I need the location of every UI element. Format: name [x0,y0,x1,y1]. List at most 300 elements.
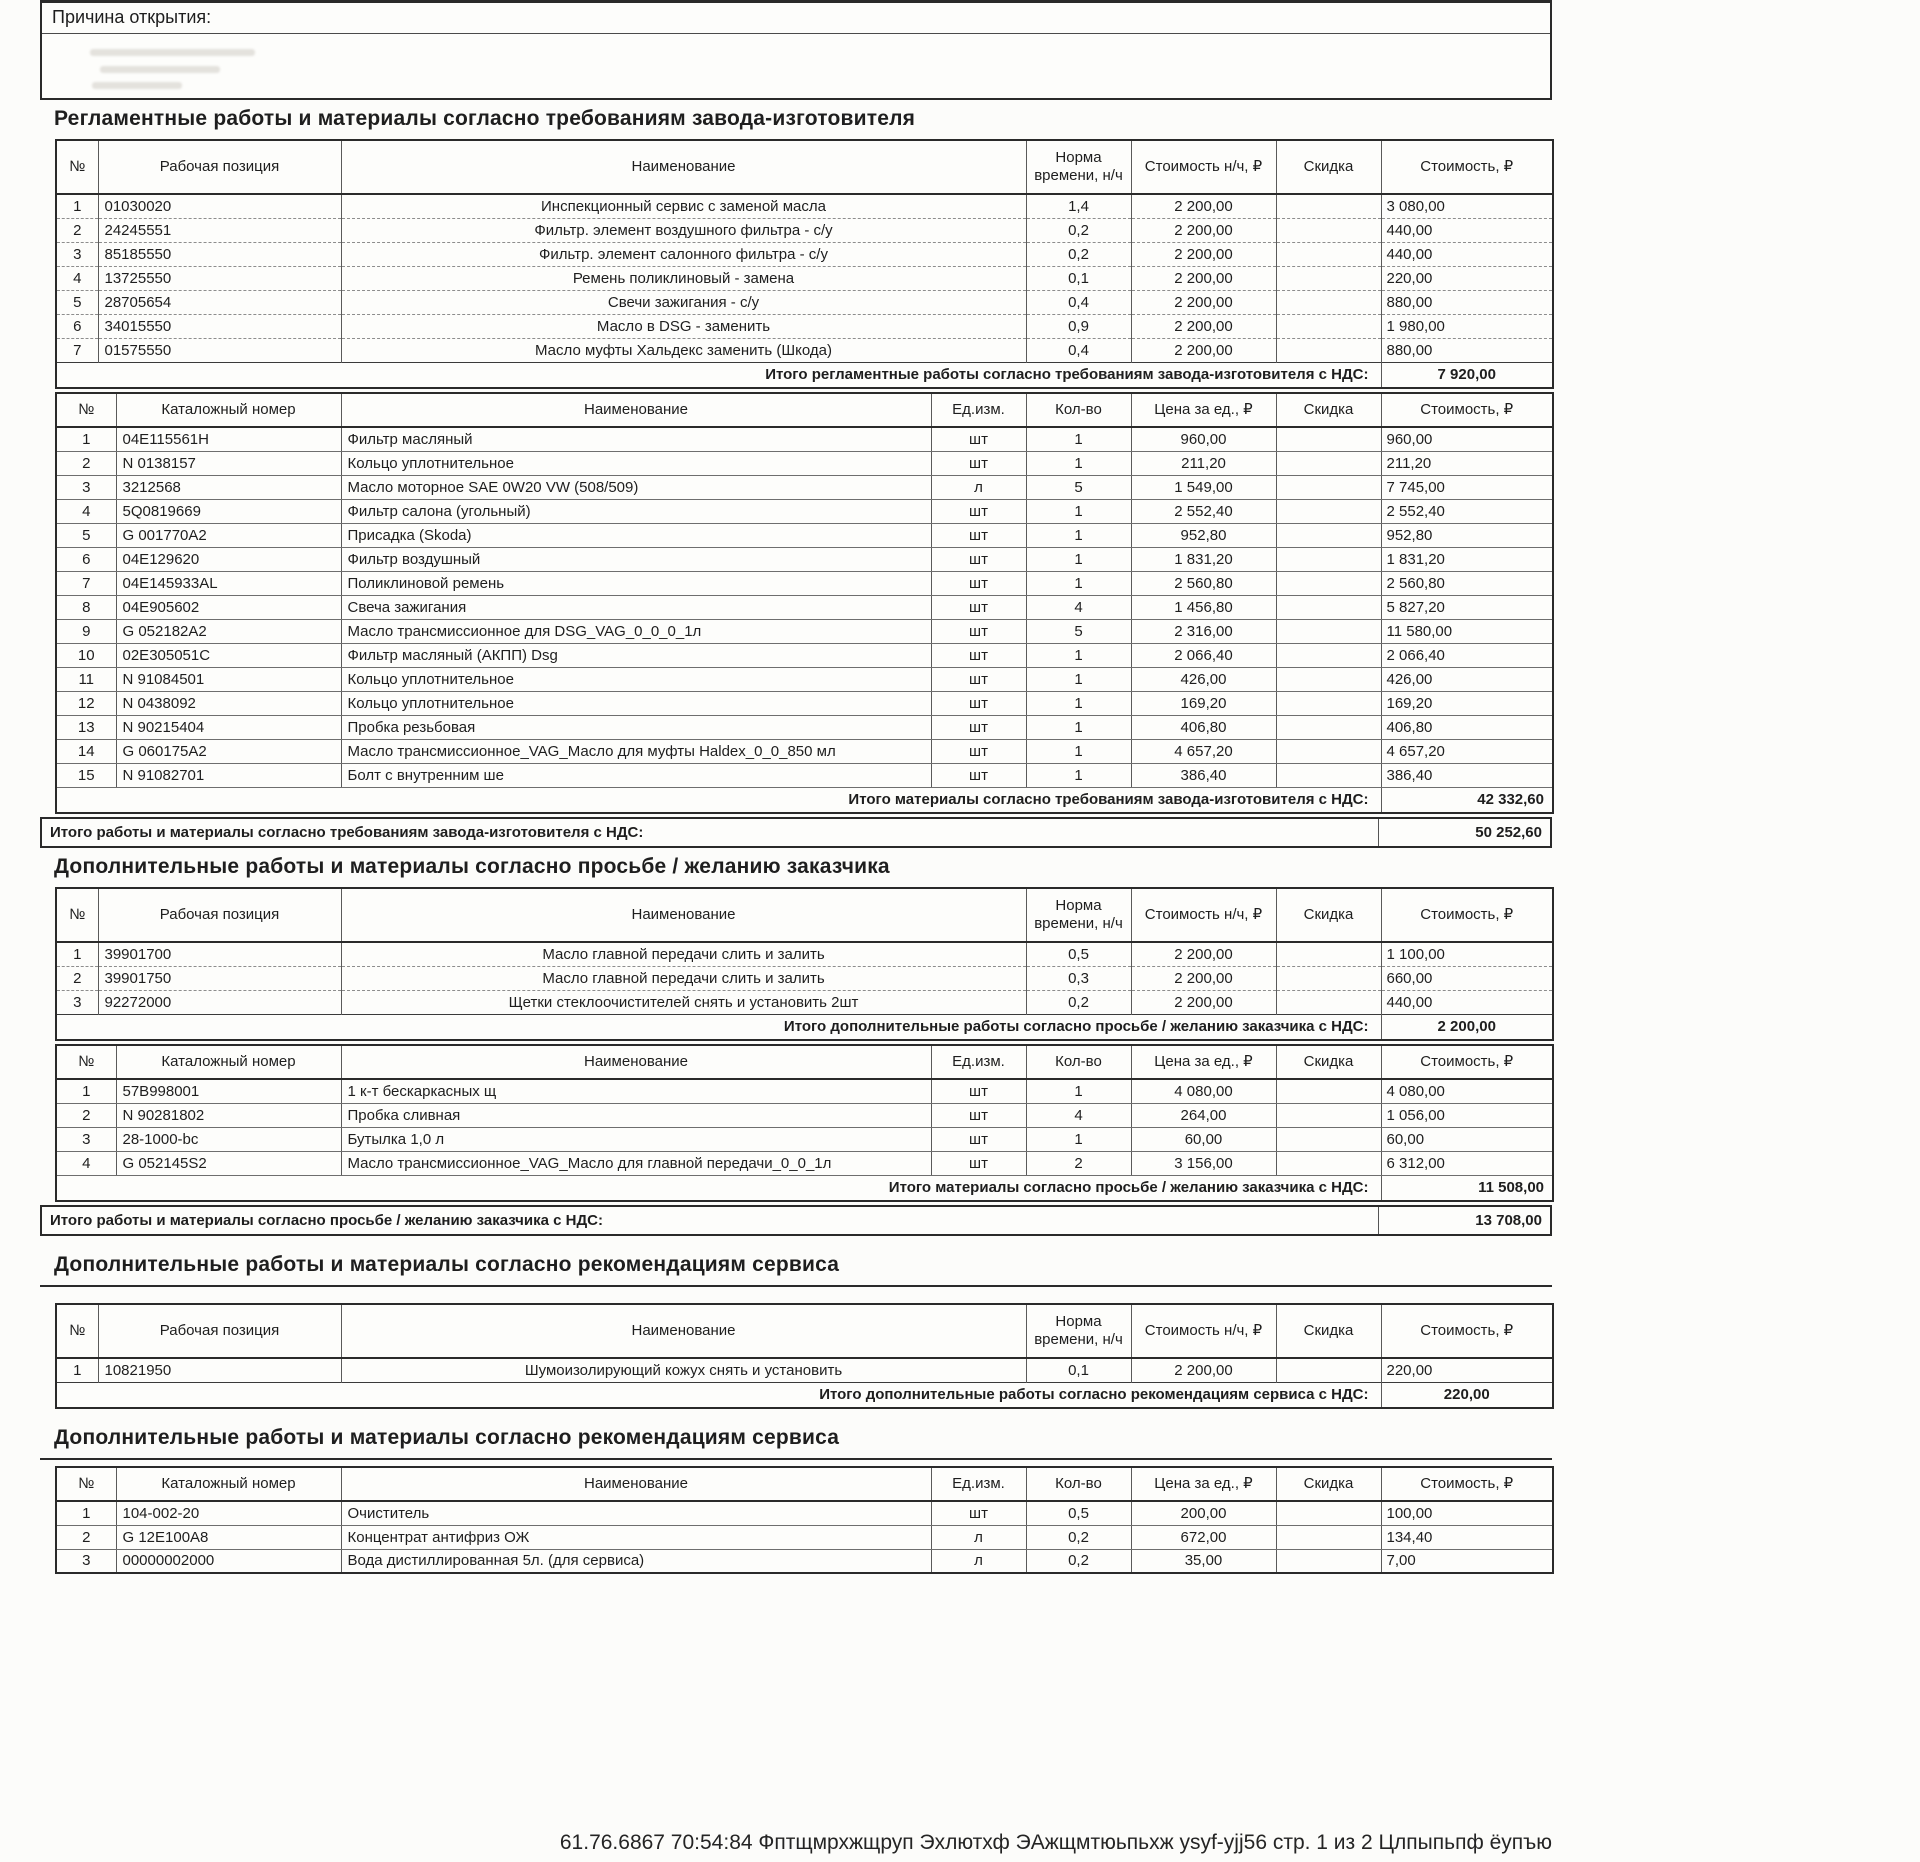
table-cell: Фильтр салона (угольный) [341,499,931,523]
table-cell: N 91082701 [116,763,341,787]
table-cell [1276,619,1381,643]
table-cell: 14 [56,739,116,763]
table-cell: 4 657,20 [1131,739,1276,763]
table-cell [1276,451,1381,475]
materials-total-row [56,787,1553,813]
table-cell [1276,242,1381,266]
reason-label: Причина открытия: [42,3,1550,34]
table-row [56,715,1553,739]
table-cell: шт [931,691,1026,715]
table-cell: 24245551 [98,218,341,242]
table-cell [1276,571,1381,595]
table-cell [1276,314,1381,338]
table-cell: G 001770A2 [116,523,341,547]
table-cell: 134,40 [1381,1525,1553,1549]
column-header: № [56,393,116,427]
column-header: Стоимость, ₽ [1381,1304,1553,1358]
table-cell: 3 080,00 [1381,194,1553,218]
column-header: Норма времени, н/ч [1026,1304,1131,1358]
table-cell: Кольцо уплотнительное [341,667,931,691]
table-cell: 04E905602 [116,595,341,619]
column-header: Стоимость, ₽ [1381,393,1553,427]
table-cell: 211,20 [1381,451,1553,475]
table-row [56,571,1553,595]
table-row [56,667,1553,691]
service-works-table [55,1303,1554,1409]
table-row [56,290,1553,314]
table-cell [1276,1079,1381,1103]
table-cell [1276,1525,1381,1549]
table-cell: Свечи зажигания - с/у [341,290,1026,314]
table-cell [1276,966,1381,990]
table-cell: л [931,1525,1026,1549]
table-cell: 0,2 [1026,990,1131,1014]
table-cell: N 0438092 [116,691,341,715]
table-cell: 1 056,00 [1381,1103,1553,1127]
table-cell: 6 [56,547,116,571]
table-cell: 3 [56,1549,116,1573]
table-cell [1276,266,1381,290]
grand-total-value: 50 252,60 [1378,819,1550,846]
table-cell: 28-1000-bc [116,1127,341,1151]
table-cell: 426,00 [1381,667,1553,691]
table-row [56,1103,1553,1127]
table-cell: шт [931,643,1026,667]
table-cell: 220,00 [1381,1358,1553,1382]
table-row [56,595,1553,619]
table-cell: 440,00 [1381,242,1553,266]
table-header-row [56,393,1553,427]
table-cell: Бутылка 1,0 л [341,1127,931,1151]
table-cell: 2 200,00 [1131,242,1276,266]
table-cell [1276,1501,1381,1525]
total-label: Итого регламентные работы согласно требованиям завода-изготовителя с НДС: [56,362,1381,388]
table-cell: шт [931,1151,1026,1175]
table-cell: Масло главной передачи слить и залить [341,942,1026,966]
table-cell: 2 [56,1525,116,1549]
table-cell: 880,00 [1381,338,1553,362]
table-cell: 672,00 [1131,1525,1276,1549]
table-cell: 386,40 [1381,763,1553,787]
table-cell: G 052182A2 [116,619,341,643]
table-cell: 9 [56,619,116,643]
table-cell: 01575550 [98,338,341,362]
table-cell: Масло главной передачи слить и залить [341,966,1026,990]
total-value: 7 920,00 [1381,362,1553,388]
table-cell: 2 552,40 [1381,499,1553,523]
table-cell: 3 [56,475,116,499]
table-row [56,1358,1553,1382]
table-cell: 2 200,00 [1131,194,1276,218]
table-cell: 2 552,40 [1131,499,1276,523]
document-content [40,0,1552,1574]
table-cell: 1 831,20 [1131,547,1276,571]
table-cell: Очиститель [341,1501,931,1525]
total-value: 2 200,00 [1381,1014,1553,1040]
table-cell: 1 [1026,523,1131,547]
table-cell: 880,00 [1381,290,1553,314]
table-cell: 1 [56,1501,116,1525]
table-cell: шт [931,1501,1026,1525]
table-cell: 15 [56,763,116,787]
table-cell: 1 [56,1358,98,1382]
table-cell: 264,00 [1131,1103,1276,1127]
table-cell: 34015550 [98,314,341,338]
column-header: Скидка [1276,1467,1381,1501]
column-header: Стоимость н/ч, ₽ [1131,888,1276,942]
column-header: Наименование [341,140,1026,194]
table-cell: 952,80 [1381,523,1553,547]
table-cell [1276,1127,1381,1151]
table-cell [1276,427,1381,451]
table-row [56,1127,1553,1151]
table-cell: Масло муфты Хальдекс заменить (Шкода) [341,338,1026,362]
table-cell: 3 [56,990,98,1014]
table-cell: 4 657,20 [1381,739,1553,763]
column-header: Цена за ед., ₽ [1131,393,1276,427]
column-header: Стоимость н/ч, ₽ [1131,140,1276,194]
table-body [56,1079,1553,1175]
table-cell: 1 [1026,691,1131,715]
table-cell: 2 200,00 [1131,942,1276,966]
table-cell: 2 066,40 [1131,643,1276,667]
table-cell: Фильтр. элемент салонного фильтра - с/у [341,242,1026,266]
column-header: Каталожный номер [116,1467,341,1501]
table-cell: 7,00 [1381,1549,1553,1573]
table-cell: 3 156,00 [1131,1151,1276,1175]
total-value: 220,00 [1381,1382,1553,1408]
service-materials-table [55,1466,1554,1574]
table-cell: 2 [56,218,98,242]
table-header-row [56,1467,1553,1501]
table-cell: Фильтр масляный [341,427,931,451]
table-cell: 4 080,00 [1131,1079,1276,1103]
table-cell: 57B998001 [116,1079,341,1103]
table-cell: 2 066,40 [1381,643,1553,667]
table-cell: шт [931,547,1026,571]
table-cell: 2 200,00 [1131,338,1276,362]
column-header: Стоимость, ₽ [1381,1467,1553,1501]
column-header: Скидка [1276,1045,1381,1079]
table-cell: Масло трансмиссионное для DSG_VAG_0_0_0_1л [341,619,931,643]
grand-total-label: Итого работы и материалы согласно просьбе / желанию заказчика с НДС: [50,1212,603,1229]
table-row [56,619,1553,643]
column-header: Скидка [1276,393,1381,427]
table-cell: 1 [1026,1079,1131,1103]
table-row [56,1549,1553,1573]
table-cell: N 0138157 [116,451,341,475]
table-cell: 0,1 [1026,266,1131,290]
column-header: Каталожный номер [116,393,341,427]
table-cell: шт [931,763,1026,787]
table-cell: G 052145S2 [116,1151,341,1175]
table-cell: 00000002000 [116,1549,341,1573]
works-total-row [56,1382,1553,1408]
table-cell: 10821950 [98,1358,341,1382]
column-header: Рабочая позиция [98,140,341,194]
column-header: Стоимость, ₽ [1381,140,1553,194]
table-cell [1276,942,1381,966]
table-cell: 2 200,00 [1131,1358,1276,1382]
table-cell: 39901750 [98,966,341,990]
column-header: Ед.изм. [931,1045,1026,1079]
table-row [56,338,1553,362]
table-cell: 200,00 [1131,1501,1276,1525]
table-cell: 1 [56,427,116,451]
table-cell: 3212568 [116,475,341,499]
table-cell: Масло трансмиссионное_VAG_Масло для муфты Haldex_0_0_850 мл [341,739,931,763]
table-cell: N 91084501 [116,667,341,691]
table-cell: 5 [1026,619,1131,643]
table-cell: 04E115561H [116,427,341,451]
table-cell: шт [931,523,1026,547]
table-row [56,691,1553,715]
table-cell: 1 [1026,715,1131,739]
table-cell: 2 560,80 [1381,571,1553,595]
section-customer [40,848,1552,1236]
table-cell: 4 [56,1151,116,1175]
table-row [56,1151,1553,1175]
table-cell [1276,547,1381,571]
table-cell: Поликлиновой ремень [341,571,931,595]
total-value: 42 332,60 [1381,787,1553,813]
table-body [56,942,1553,1014]
table-cell [1276,691,1381,715]
table-cell: Фильтр масляный (АКПП) Dsg [341,643,931,667]
table-cell: Масло моторное SAE 0W20 VW (508/509) [341,475,931,499]
table-cell: Вода дистиллированная 5л. (для сервиса) [341,1549,931,1573]
table-cell: 1 [1026,547,1131,571]
column-header: Кол-во [1026,393,1131,427]
table-cell: 8 [56,595,116,619]
table-cell: 1 [56,942,98,966]
table-cell: Кольцо уплотнительное [341,691,931,715]
total-label: Итого дополнительные работы согласно рекомендациям сервиса с НДС: [56,1382,1381,1408]
table-cell: 7 [56,571,116,595]
table-cell: 04E129620 [116,547,341,571]
table-cell: 5 827,20 [1381,595,1553,619]
table-cell [1276,595,1381,619]
table-cell: Масло в DSG - заменить [341,314,1026,338]
column-header: Цена за ед., ₽ [1131,1045,1276,1079]
table-cell: Присадка (Skoda) [341,523,931,547]
table-cell: 10 [56,643,116,667]
table-cell: 11 [56,667,116,691]
table-cell: шт [931,1103,1026,1127]
works-total-row [56,1014,1553,1040]
table-header-row [56,1304,1553,1358]
table-cell: 13725550 [98,266,341,290]
table-cell: 1 [56,1079,116,1103]
table-cell: 0,2 [1026,242,1131,266]
table-cell: л [931,1549,1026,1573]
table-cell: Шумоизолирующий кожух снять и установить [341,1358,1026,1382]
table-cell [1276,1151,1381,1175]
table-cell: 0,1 [1026,1358,1131,1382]
table-cell: 85185550 [98,242,341,266]
works-total-row [56,362,1553,388]
table-cell: 04E145933AL [116,571,341,595]
table-cell: 11 580,00 [1381,619,1553,643]
table-cell: 2 200,00 [1131,266,1276,290]
table-cell: 39901700 [98,942,341,966]
table-cell: 3 [56,242,98,266]
table-cell: 169,20 [1381,691,1553,715]
table-row [56,218,1553,242]
table-cell: шт [931,1079,1026,1103]
column-header: Ед.изм. [931,393,1026,427]
table-cell [1276,523,1381,547]
table-cell: шт [931,619,1026,643]
table-cell: 2 316,00 [1131,619,1276,643]
table-cell: 2 200,00 [1131,314,1276,338]
table-cell: шт [931,595,1026,619]
table-cell: 1 [1026,667,1131,691]
table-body [56,1358,1553,1382]
reason-block [40,0,1552,100]
column-header: № [56,1467,116,1501]
table-cell: 2 200,00 [1131,990,1276,1014]
table-cell: Пробка сливная [341,1103,931,1127]
table-cell: 660,00 [1381,966,1553,990]
table-cell: 211,20 [1131,451,1276,475]
table-cell: 35,00 [1131,1549,1276,1573]
table-cell: 1 100,00 [1381,942,1553,966]
table-cell: 104-002-20 [116,1501,341,1525]
table-cell: 92272000 [98,990,341,1014]
grand-total-value: 13 708,00 [1378,1207,1550,1234]
table-row [56,942,1553,966]
table-cell: 2 560,80 [1131,571,1276,595]
faded-scan-text [92,82,182,89]
total-label: Итого материалы согласно требованиям завода-изготовителя с НДС: [56,787,1381,813]
table-cell: 0,4 [1026,338,1131,362]
column-header: Скидка [1276,1304,1381,1358]
table-cell: Кольцо уплотнительное [341,451,931,475]
column-header: Наименование [341,1045,931,1079]
table-cell [1276,218,1381,242]
table-cell: 220,00 [1381,266,1553,290]
table-cell: Масло трансмиссионное_VAG_Масло для главной передачи_0_0_1л [341,1151,931,1175]
table-cell: 1 [1026,763,1131,787]
table-cell: Концентрат антифриз ОЖ [341,1525,931,1549]
table-cell: 5 [1026,475,1131,499]
column-header: № [56,1304,98,1358]
table-cell: 60,00 [1381,1127,1553,1151]
table-cell: 1 [1026,739,1131,763]
table-cell: 1 [1026,427,1131,451]
table-row [56,194,1553,218]
column-header: Наименование [341,888,1026,942]
customer-works-table [55,887,1554,1041]
table-cell: шт [931,739,1026,763]
table-cell: шт [931,451,1026,475]
factory-works-table [55,139,1554,389]
column-header: Цена за ед., ₽ [1131,1467,1276,1501]
table-cell: 1 980,00 [1381,314,1553,338]
table-cell: шт [931,667,1026,691]
table-body [56,427,1553,787]
table-cell: 2 [56,966,98,990]
table-cell: 0,3 [1026,966,1131,990]
table-body [56,1501,1553,1573]
table-cell: 1 [1026,451,1131,475]
table-cell: Пробка резьбовая [341,715,931,739]
column-header: Рабочая позиция [98,888,341,942]
table-cell: 6 312,00 [1381,1151,1553,1175]
section-factory [40,100,1552,848]
table-cell: 02E305051C [116,643,341,667]
section-title-customer: Дополнительные работы и материалы согласно просьбе / желанию заказчика [54,855,890,878]
table-cell: 0,2 [1026,1525,1131,1549]
table-row [56,475,1553,499]
column-header: Наименование [341,1467,931,1501]
table-cell [1276,763,1381,787]
column-header: Наименование [341,1304,1026,1358]
table-cell: л [931,475,1026,499]
column-header: Наименование [341,393,931,427]
section-title-factory: Регламентные работы и материалы согласно требованиям завода-изготовителя [54,107,916,130]
table-cell: 0,2 [1026,218,1131,242]
table-cell: 3 [56,1127,116,1151]
grand-total-label: Итого работы и материалы согласно требованиям завода-изготовителя с НДС: [50,824,644,841]
table-cell: 4 [1026,1103,1131,1127]
table-cell: Ремень поликлиновый - замена [341,266,1026,290]
total-label: Итого материалы согласно просьбе / желанию заказчика с НДС: [56,1175,1381,1201]
table-cell: 960,00 [1381,427,1553,451]
table-cell: 1 456,80 [1131,595,1276,619]
customer-materials-table [55,1044,1554,1202]
table-cell: 406,80 [1381,715,1553,739]
table-cell: Болт с внутренним ше [341,763,931,787]
column-header: Кол-во [1026,1045,1131,1079]
table-cell: 0,5 [1026,942,1131,966]
faded-scan-text [90,49,255,56]
table-cell: Инспекционный сервис с заменой масла [341,194,1026,218]
column-header: Норма времени, н/ч [1026,140,1131,194]
table-cell: 1 831,20 [1381,547,1553,571]
table-row [56,1079,1553,1103]
materials-total-row [56,1175,1553,1201]
column-header: № [56,888,98,942]
table-cell: 1 [56,194,98,218]
table-cell: Щетки стеклоочистителей снять и установить 2шт [341,990,1026,1014]
table-cell: 386,40 [1131,763,1276,787]
table-row [56,523,1553,547]
table-cell: 0,9 [1026,314,1131,338]
table-cell: 952,80 [1131,523,1276,547]
column-header: Скидка [1276,140,1381,194]
table-cell: 100,00 [1381,1501,1553,1525]
table-header-row [56,888,1553,942]
table-cell: 60,00 [1131,1127,1276,1151]
table-cell [1276,499,1381,523]
table-cell: G 12E100A8 [116,1525,341,1549]
table-cell: 1 [1026,643,1131,667]
table-cell: Свеча зажигания [341,595,931,619]
table-cell: N 90215404 [116,715,341,739]
table-cell: 1 549,00 [1131,475,1276,499]
table-cell: 960,00 [1131,427,1276,451]
table-row [56,1525,1553,1549]
table-row [56,547,1553,571]
reason-box [42,34,1550,98]
table-row [56,451,1553,475]
table-row [56,643,1553,667]
table-body [56,194,1553,362]
table-cell: 169,20 [1131,691,1276,715]
table-cell: 1,4 [1026,194,1131,218]
